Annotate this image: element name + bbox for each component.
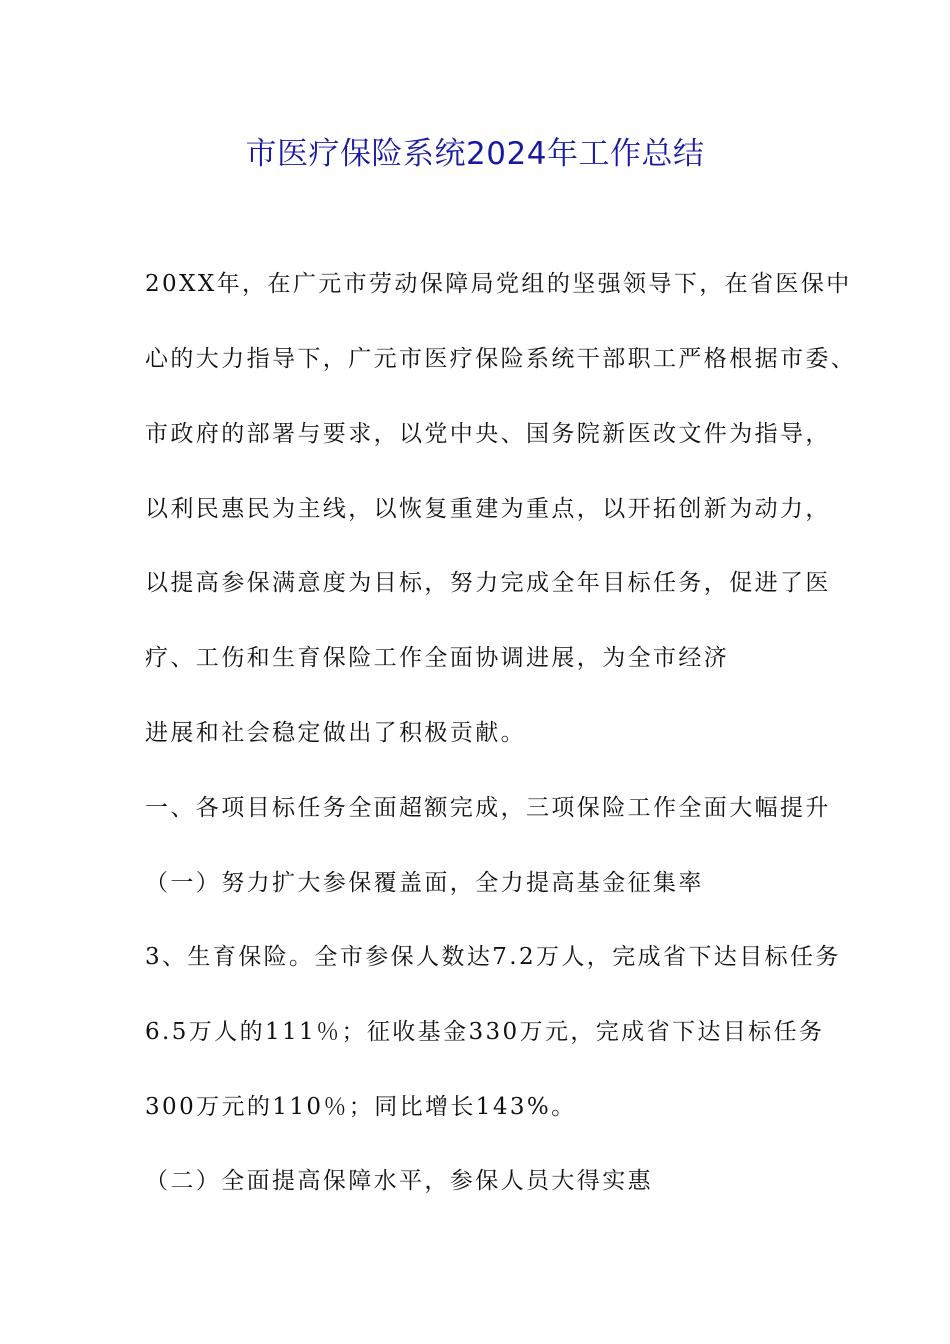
paragraph-line: 疗、工伤和生育保险工作全面协调进展，为全市经济 (145, 645, 730, 671)
paragraph-line: 6.5万人的111％；征收基金330万元，完成省下达目标任务 (145, 1019, 825, 1045)
paragraph-line: 300万元的110％；同比增长143%。 (145, 1094, 577, 1120)
subsection-heading: （二）全面提高保障水平，参保人员大得实惠 (145, 1168, 653, 1194)
subsection-heading: （一）努力扩大参保覆盖面，全力提高基金征集率 (145, 870, 704, 896)
paragraph-line: 3、生育保险。全市参保人数达7.2万人，完成省下达目标任务 (145, 944, 841, 970)
document-title: 市医疗保险系统2024年工作总结 (245, 136, 705, 172)
paragraph-line: 以提高参保满意度为目标，努力完成全年目标任务，促进了医 (145, 570, 831, 596)
paragraph-line: 市政府的部署与要求，以党中央、国务院新医改文件为指导， (145, 421, 831, 447)
paragraph-line: 20XX年，在广元市劳动保障局党组的坚强领导下，在省医保中 (145, 271, 852, 297)
section-heading: 一、各项目标任务全面超额完成，三项保险工作全面大幅提升 (145, 795, 831, 821)
paragraph-line: 心的大力指导下，广元市医疗保险系统干部职工严格根据市委、 (145, 346, 857, 372)
paragraph-line: 以利民惠民为主线，以恢复重建为重点，以开拓创新为动力， (145, 496, 831, 522)
paragraph-line: 进展和社会稳定做出了积极贡献。 (145, 720, 526, 746)
